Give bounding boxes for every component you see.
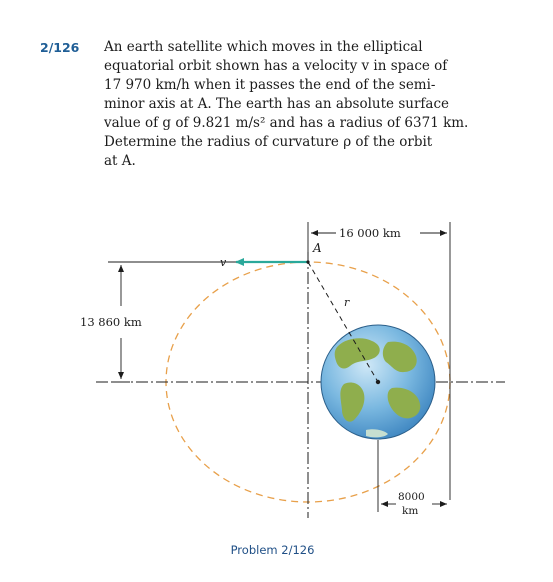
velocity-label: v	[220, 256, 227, 269]
caption-text: Problem 2/126	[230, 543, 315, 557]
problem-line-5: value of g of 9.821 m/s² and has a radius of 6371 km.	[104, 115, 469, 131]
point-a-dot	[306, 260, 309, 263]
bottom-dimension-value: 8000	[398, 491, 425, 503]
point-a-label: A	[313, 241, 322, 255]
radius-label: r	[344, 296, 350, 309]
problem-line-7: at A.	[104, 153, 136, 169]
problem-line-6: Determine the radius of curvature ρ of the orbit	[104, 134, 433, 150]
problem-line-4: minor axis at A. The earth has an absolute surface	[104, 96, 449, 112]
left-dimension-label: 13 860 km	[80, 315, 142, 329]
problem-line-1: An earth satellite which moves in the elliptical	[104, 39, 423, 55]
figure-caption	[0, 543, 553, 557]
bottom-dimension-unit: km	[402, 505, 419, 517]
problem-number: 2/126	[40, 40, 80, 55]
top-dimension-label: 16 000 km	[339, 226, 401, 240]
problem-line-2: equatorial orbit shown has a velocity v in space of	[104, 58, 448, 74]
problem-line-3: 17 970 km/h when it passes the end of the semi-	[104, 77, 436, 93]
